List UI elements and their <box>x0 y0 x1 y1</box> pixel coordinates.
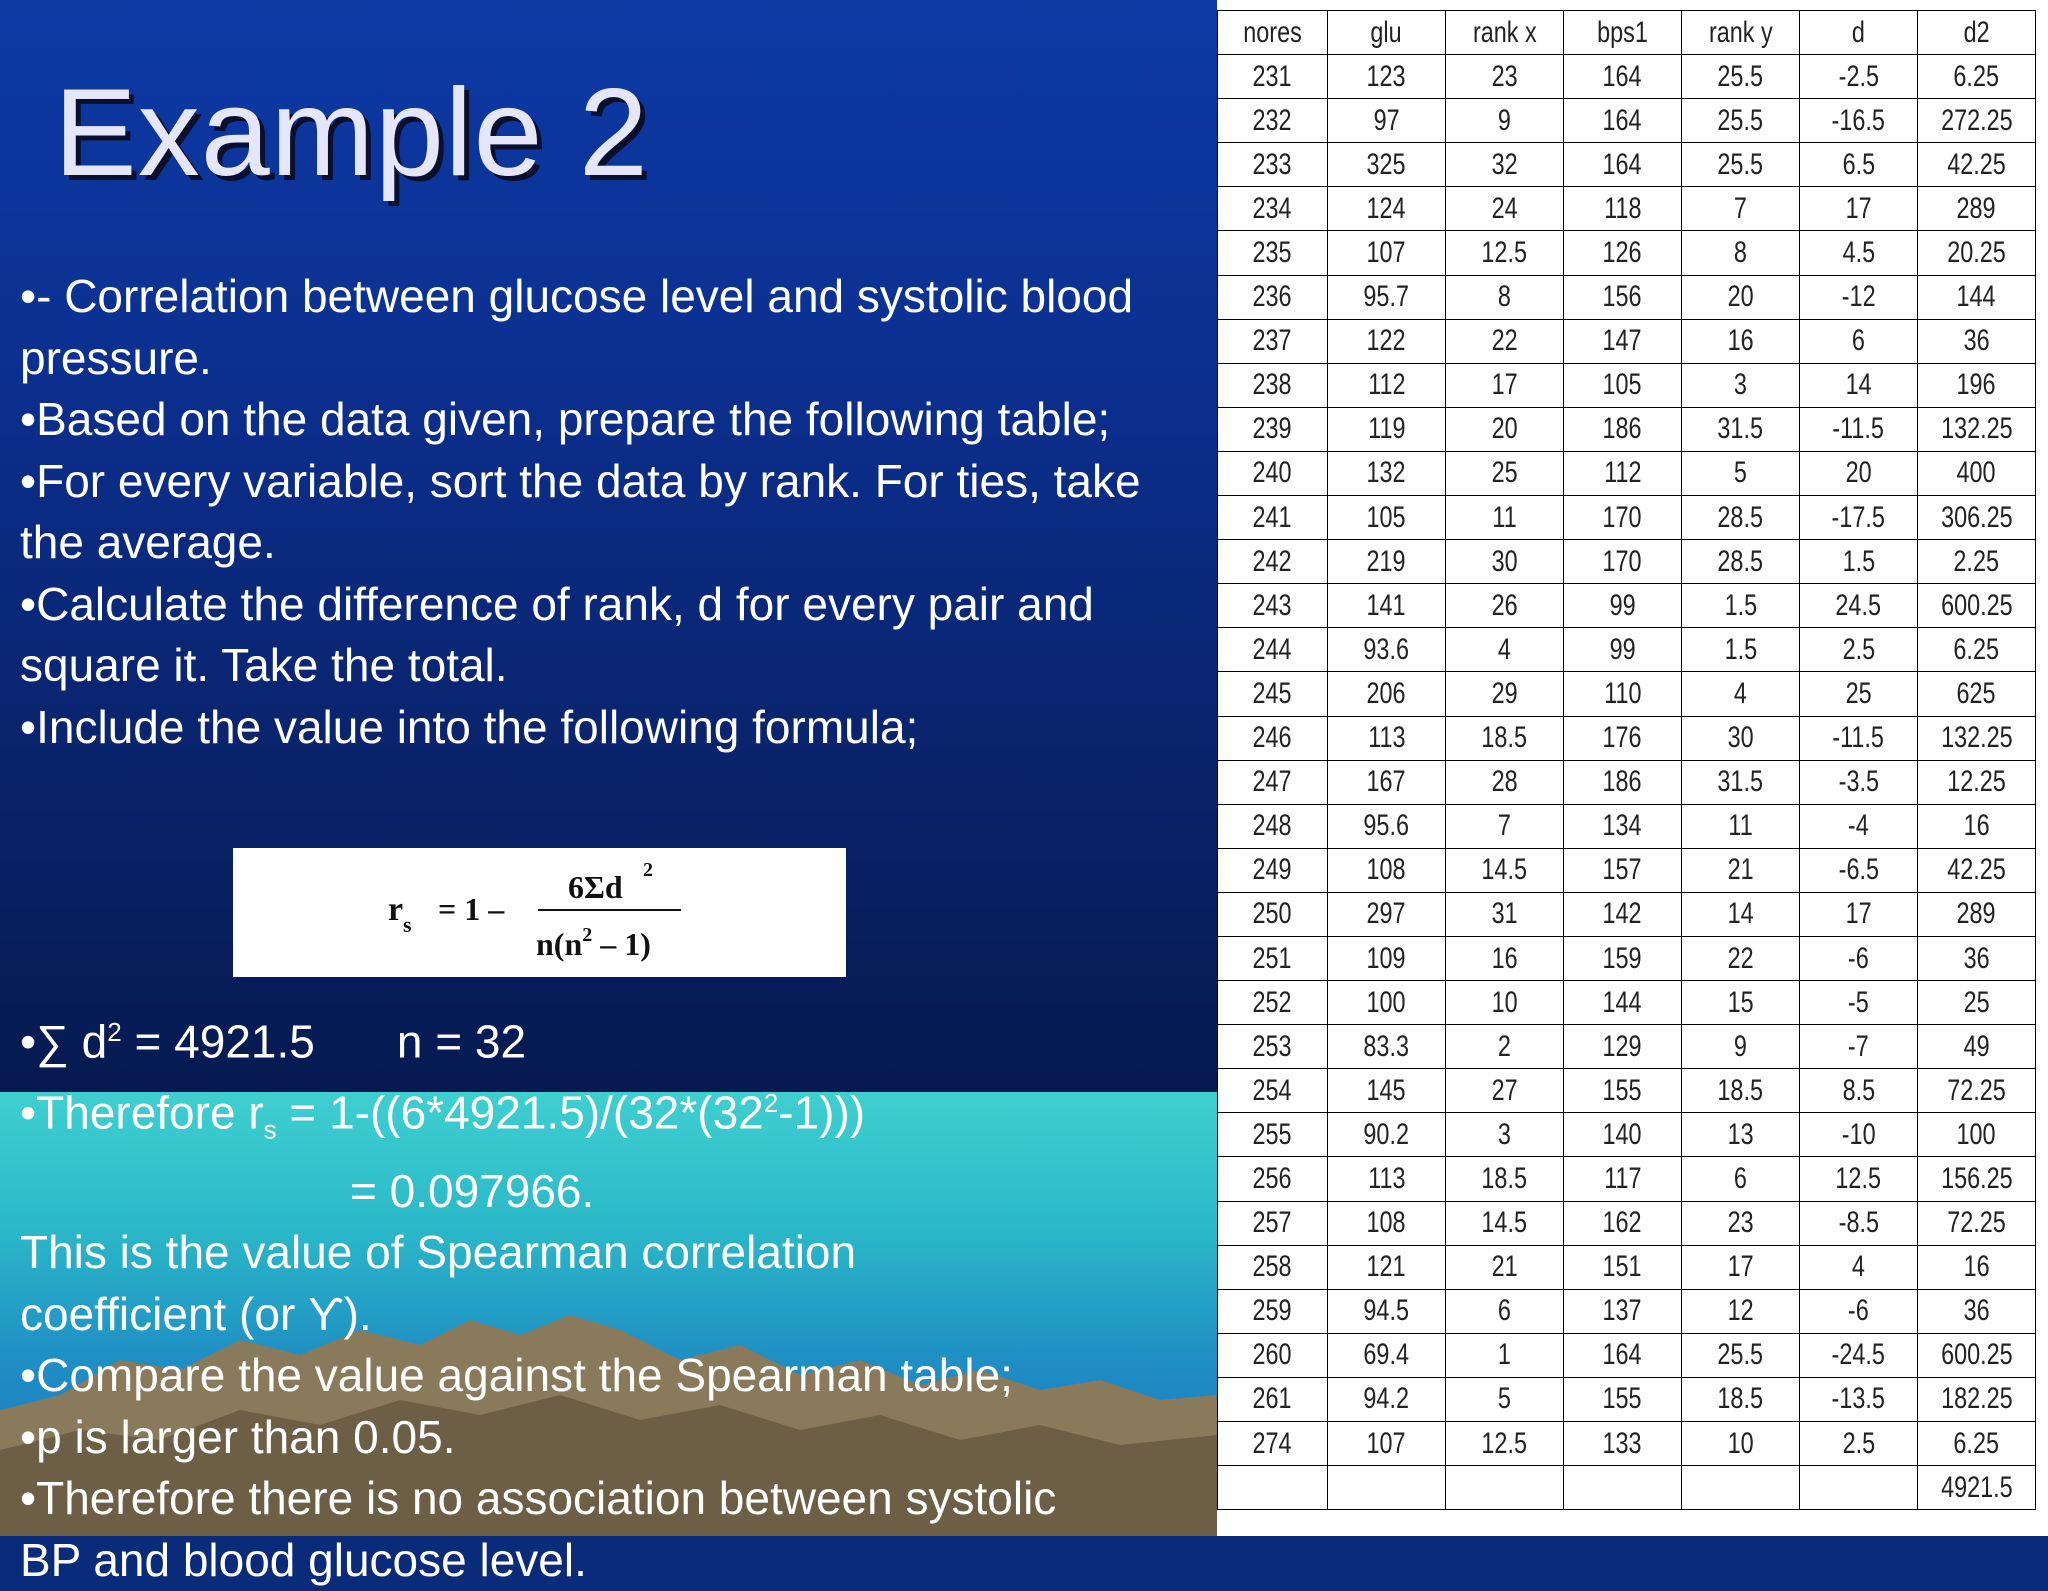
table-cell: 20 <box>1800 451 1918 495</box>
table-cell: 94.5 <box>1328 1289 1446 1333</box>
table-cell: 23 <box>1682 1201 1800 1245</box>
bullet-item: •- Correlation between glucose level and systolic blood pressure. <box>20 270 1134 384</box>
table-row <box>1218 187 2036 231</box>
table-cell: 9 <box>1446 99 1564 143</box>
table-cell: 30 <box>1682 716 1800 760</box>
table-cell: 164 <box>1564 55 1682 99</box>
column-header: d2 <box>1918 11 2036 55</box>
table-cell: 245 <box>1218 672 1328 716</box>
table-cell: 12 <box>1682 1289 1800 1333</box>
table-cell: 145 <box>1328 1069 1446 1113</box>
table-cell: 248 <box>1218 804 1328 848</box>
table-cell: -4 <box>1800 804 1918 848</box>
table-row <box>1218 231 2036 275</box>
table-cell: 247 <box>1218 760 1328 804</box>
table-cell: 4 <box>1800 1245 1918 1289</box>
table-cell: 297 <box>1328 892 1446 936</box>
table-cell: 162 <box>1564 1201 1682 1245</box>
table-cell: 132.25 <box>1918 716 2036 760</box>
table-cell: 134 <box>1564 804 1682 848</box>
table-cell: -7 <box>1800 1025 1918 1069</box>
table-cell: 109 <box>1328 936 1446 980</box>
table-cell: 151 <box>1564 1245 1682 1289</box>
table-cell: 16 <box>1446 936 1564 980</box>
table-cell: 7 <box>1682 187 1800 231</box>
table-cell: 243 <box>1218 584 1328 628</box>
instruction-bullets <box>20 266 1180 758</box>
table-row <box>1218 936 2036 980</box>
table-cell: -8.5 <box>1800 1201 1918 1245</box>
table-cell: 159 <box>1564 936 1682 980</box>
table-cell: 6.25 <box>1918 1422 2036 1466</box>
table-cell: 13 <box>1682 1113 1800 1157</box>
table-cell: 117 <box>1564 1157 1682 1201</box>
table-cell: 42.25 <box>1918 848 2036 892</box>
table-cell: 219 <box>1328 540 1446 584</box>
table-cell: 110 <box>1564 672 1682 716</box>
table-row <box>1218 55 2036 99</box>
column-header: rank x <box>1446 11 1564 55</box>
column-header: glu <box>1328 11 1446 55</box>
table-cell: 24.5 <box>1800 584 1918 628</box>
table-cell: -3.5 <box>1800 760 1918 804</box>
table-row <box>1218 496 2036 540</box>
table-cell: 6.25 <box>1918 55 2036 99</box>
table-cell: 246 <box>1218 716 1328 760</box>
table-cell: 231 <box>1218 55 1328 99</box>
table-row <box>1218 451 2036 495</box>
table-cell: 196 <box>1918 363 2036 407</box>
formula-eq: = 1 – <box>438 891 505 927</box>
table-cell: 72.25 <box>1918 1069 2036 1113</box>
table-cell: 10 <box>1682 1422 1800 1466</box>
conclusion-line: This is the value of Spearman correlation <box>20 1226 857 1279</box>
table-cell: 25 <box>1446 451 1564 495</box>
table-cell: -16.5 <box>1800 99 1918 143</box>
table-cell: 261 <box>1218 1377 1328 1421</box>
result-line: = 0.097966. <box>350 1164 595 1217</box>
bullet-item: •Include the value into the following formula; <box>20 700 919 753</box>
table-row <box>1218 1025 2036 1069</box>
table-cell: 122 <box>1328 319 1446 363</box>
table-cell: 31.5 <box>1682 760 1800 804</box>
table-row <box>1218 1289 2036 1333</box>
table-cell: 22 <box>1446 319 1564 363</box>
table-cell: 6 <box>1682 1157 1800 1201</box>
table-cell: 69.4 <box>1328 1333 1446 1377</box>
table-cell: 21 <box>1682 848 1800 892</box>
table-cell: 107 <box>1328 231 1446 275</box>
table-cell: 244 <box>1218 628 1328 672</box>
table-cell: 182.25 <box>1918 1377 2036 1421</box>
formula-denominator: $n(n^2 - 1)$ <box>536 924 651 962</box>
table-cell: 8.5 <box>1800 1069 1918 1113</box>
table-cell: -10 <box>1800 1113 1918 1157</box>
rank-table-panel <box>1217 0 2048 1536</box>
table-cell: 28.5 <box>1682 496 1800 540</box>
table-cell: 25.5 <box>1682 99 1800 143</box>
table-cell: 36 <box>1918 319 2036 363</box>
table-cell: 238 <box>1218 363 1328 407</box>
table-cell: 36 <box>1918 936 2036 980</box>
table-cell: 20.25 <box>1918 231 2036 275</box>
table-cell: -17.5 <box>1800 496 1918 540</box>
column-header: bps1 <box>1564 11 1682 55</box>
table-cell: 7 <box>1446 804 1564 848</box>
table-cell: 4921.5 <box>1918 1466 2036 1510</box>
formula-lhs-sub: s <box>403 912 412 937</box>
table-cell: 22 <box>1682 936 1800 980</box>
table-cell: -11.5 <box>1800 407 1918 451</box>
table-cell: 121 <box>1328 1245 1446 1289</box>
table-cell: 400 <box>1918 451 2036 495</box>
table-cell: 100 <box>1918 1113 2036 1157</box>
column-header: d <box>1800 11 1918 55</box>
table-cell: 241 <box>1218 496 1328 540</box>
table-cell: 3 <box>1682 363 1800 407</box>
table-cell: 97 <box>1328 99 1446 143</box>
table-cell: 108 <box>1328 1201 1446 1245</box>
table-cell: 164 <box>1564 143 1682 187</box>
table-cell: -5 <box>1800 981 1918 1025</box>
table-row <box>1218 628 2036 672</box>
table-cell: 132.25 <box>1918 407 2036 451</box>
table-cell: 18.5 <box>1682 1069 1800 1113</box>
table-cell: 8 <box>1446 275 1564 319</box>
table-cell: 26 <box>1446 584 1564 628</box>
table-cell: 118 <box>1564 187 1682 231</box>
table-cell: 28 <box>1446 760 1564 804</box>
table-cell: 274 <box>1218 1422 1328 1466</box>
table-cell: 25 <box>1918 981 2036 1025</box>
table-cell: 144 <box>1564 981 1682 1025</box>
table-cell: 2.5 <box>1800 628 1918 672</box>
table-cell: 1 <box>1446 1333 1564 1377</box>
table-cell: 176 <box>1564 716 1682 760</box>
table-cell: 237 <box>1218 319 1328 363</box>
table-cell: 6.5 <box>1800 143 1918 187</box>
table-cell: 112 <box>1564 451 1682 495</box>
table-row <box>1218 1333 2036 1377</box>
table-row <box>1218 1422 2036 1466</box>
table-cell: 6 <box>1446 1289 1564 1333</box>
table-cell <box>1328 1466 1446 1510</box>
table-cell: 18.5 <box>1446 716 1564 760</box>
table-cell: 113 <box>1328 716 1446 760</box>
table-cell: 235 <box>1218 231 1328 275</box>
table-cell: 12.25 <box>1918 760 2036 804</box>
table-cell: 30 <box>1446 540 1564 584</box>
table-row <box>1218 1157 2036 1201</box>
table-cell: 289 <box>1918 187 2036 231</box>
table-cell: 99 <box>1564 584 1682 628</box>
table-cell: 93.6 <box>1328 628 1446 672</box>
table-cell: 137 <box>1564 1289 1682 1333</box>
table-row <box>1218 1069 2036 1113</box>
table-row <box>1218 540 2036 584</box>
table-cell: 164 <box>1564 1333 1682 1377</box>
table-cell: 155 <box>1564 1377 1682 1421</box>
table-cell: 90.2 <box>1328 1113 1446 1157</box>
table-cell: 21 <box>1446 1245 1564 1289</box>
table-cell: 16 <box>1918 1245 2036 1289</box>
slide-title: Example 2 <box>54 64 649 202</box>
table-row <box>1218 1466 2036 1510</box>
table-cell: 325 <box>1328 143 1446 187</box>
table-cell: 144 <box>1918 275 2036 319</box>
table-cell: 600.25 <box>1918 584 2036 628</box>
table-cell: 5 <box>1446 1377 1564 1421</box>
table-cell: 156 <box>1564 275 1682 319</box>
table-cell <box>1800 1466 1918 1510</box>
table-cell: 155 <box>1564 1069 1682 1113</box>
table-cell: 31 <box>1446 892 1564 936</box>
table-cell: 234 <box>1218 187 1328 231</box>
table-cell: 253 <box>1218 1025 1328 1069</box>
table-cell: 142 <box>1564 892 1682 936</box>
table-cell: 232 <box>1218 99 1328 143</box>
formula-lhs: r <box>388 891 404 928</box>
table-cell: 3 <box>1446 1113 1564 1157</box>
spearman-formula <box>233 848 846 977</box>
table-row <box>1218 319 2036 363</box>
table-cell: 4.5 <box>1800 231 1918 275</box>
table-cell: 99 <box>1564 628 1682 672</box>
table-cell: 236 <box>1218 275 1328 319</box>
bullet-item: •Based on the data given, prepare the following table; <box>20 393 1111 445</box>
table-cell: 95.7 <box>1328 275 1446 319</box>
table-cell: 164 <box>1564 99 1682 143</box>
table-cell <box>1564 1466 1682 1510</box>
table-cell: 167 <box>1328 760 1446 804</box>
table-row <box>1218 1201 2036 1245</box>
table-cell: 233 <box>1218 143 1328 187</box>
table-cell: 254 <box>1218 1069 1328 1113</box>
table-cell: 6 <box>1800 319 1918 363</box>
table-cell: 1.5 <box>1682 628 1800 672</box>
table-cell: 600.25 <box>1918 1333 2036 1377</box>
table-row <box>1218 584 2036 628</box>
table-cell: 252 <box>1218 981 1328 1025</box>
table-cell: 141 <box>1328 584 1446 628</box>
table-cell: 259 <box>1218 1289 1328 1333</box>
table-cell: 112 <box>1328 363 1446 407</box>
table-cell: 25.5 <box>1682 55 1800 99</box>
table-cell: 124 <box>1328 187 1446 231</box>
table-cell: -6 <box>1800 936 1918 980</box>
formula-numerator-sup: 2 <box>643 859 653 881</box>
table-cell: 1.5 <box>1800 540 1918 584</box>
table-cell: 25 <box>1800 672 1918 716</box>
table-cell: 9 <box>1682 1025 1800 1069</box>
table-cell: 83.3 <box>1328 1025 1446 1069</box>
table-cell: 32 <box>1446 143 1564 187</box>
table-cell: 239 <box>1218 407 1328 451</box>
table-cell: 186 <box>1564 760 1682 804</box>
table-cell: 11 <box>1682 804 1800 848</box>
table-cell: 156.25 <box>1918 1157 2036 1201</box>
table-cell: 240 <box>1218 451 1328 495</box>
table-cell: 12.5 <box>1446 231 1564 275</box>
table-cell: 140 <box>1564 1113 1682 1157</box>
conclusion-line: •Therefore there is no association between systolic <box>20 1472 1057 1525</box>
table-cell: 11 <box>1446 496 1564 540</box>
table-cell: 306.25 <box>1918 496 2036 540</box>
table-cell: 186 <box>1564 407 1682 451</box>
table-cell: 105 <box>1328 496 1446 540</box>
table-cell: -13.5 <box>1800 1377 1918 1421</box>
table-cell: 8 <box>1682 231 1800 275</box>
table-cell: 18.5 <box>1682 1377 1800 1421</box>
sum-line: •∑ $d^2 = 4921.5$ n = 32 <box>20 1015 527 1068</box>
table-cell: 2.5 <box>1800 1422 1918 1466</box>
table-cell: 17 <box>1800 892 1918 936</box>
table-cell: 25.5 <box>1682 1333 1800 1377</box>
formula-numerator: 6Σd <box>568 869 623 905</box>
table-cell: 14 <box>1800 363 1918 407</box>
table-row <box>1218 981 2036 1025</box>
table-cell: -6 <box>1800 1289 1918 1333</box>
table-cell: 14.5 <box>1446 1201 1564 1245</box>
table-row <box>1218 275 2036 319</box>
table-cell: 10 <box>1446 981 1564 1025</box>
table-cell: 27 <box>1446 1069 1564 1113</box>
table-cell: 17 <box>1800 187 1918 231</box>
table-cell: 95.6 <box>1328 804 1446 848</box>
table-row <box>1218 407 2036 451</box>
table-cell: 100 <box>1328 981 1446 1025</box>
table-cell: 49 <box>1918 1025 2036 1069</box>
table-cell: 126 <box>1564 231 1682 275</box>
table-row <box>1218 848 2036 892</box>
table-cell: 31.5 <box>1682 407 1800 451</box>
table-cell: 29 <box>1446 672 1564 716</box>
table-cell: 133 <box>1564 1422 1682 1466</box>
table-cell: 625 <box>1918 672 2036 716</box>
rank-table <box>1217 10 2036 1510</box>
table-cell: 16 <box>1918 804 2036 848</box>
table-cell: -11.5 <box>1800 716 1918 760</box>
table-cell: 157 <box>1564 848 1682 892</box>
bullet-item: •For every variable, sort the data by rank. For ties, take the average. <box>20 454 1141 568</box>
table-cell: 25.5 <box>1682 143 1800 187</box>
table-cell: 260 <box>1218 1333 1328 1377</box>
table-cell: 2.25 <box>1918 540 2036 584</box>
table-row <box>1218 363 2036 407</box>
table-cell: 108 <box>1328 848 1446 892</box>
table-cell: 24 <box>1446 187 1564 231</box>
table-cell: 119 <box>1328 407 1446 451</box>
table-cell: 17 <box>1682 1245 1800 1289</box>
table-row <box>1218 760 2036 804</box>
table-row <box>1218 716 2036 760</box>
table-cell: 249 <box>1218 848 1328 892</box>
conclusion-line: •Compare the value against the Spearman table; <box>20 1349 1013 1402</box>
conclusion-line: •p is larger than 0.05. <box>20 1410 456 1463</box>
table-cell: -6.5 <box>1800 848 1918 892</box>
table-cell: 105 <box>1564 363 1682 407</box>
table-cell: 107 <box>1328 1422 1446 1466</box>
table-cell: 36 <box>1918 1289 2036 1333</box>
table-cell: 272.25 <box>1918 99 2036 143</box>
table-cell: 129 <box>1564 1025 1682 1069</box>
table-cell: 258 <box>1218 1245 1328 1289</box>
table-cell: 16 <box>1682 319 1800 363</box>
table-cell: 250 <box>1218 892 1328 936</box>
table-cell: 257 <box>1218 1201 1328 1245</box>
table-cell: 20 <box>1682 275 1800 319</box>
table-cell: 42.25 <box>1918 143 2036 187</box>
table-cell: 132 <box>1328 451 1446 495</box>
table-cell: -24.5 <box>1800 1333 1918 1377</box>
calculation-and-conclusion <box>20 1002 1210 1591</box>
table-cell: -2.5 <box>1800 55 1918 99</box>
table-cell: 170 <box>1564 540 1682 584</box>
table-cell: 123 <box>1328 55 1446 99</box>
table-cell: 251 <box>1218 936 1328 980</box>
table-cell: 170 <box>1564 496 1682 540</box>
table-cell: 1.5 <box>1682 584 1800 628</box>
table-cell <box>1682 1466 1800 1510</box>
table-cell: 242 <box>1218 540 1328 584</box>
table-row <box>1218 804 2036 848</box>
table-cell: 256 <box>1218 1157 1328 1201</box>
bullet-item: •Calculate the difference of rank, d for every pair and square it. Take the total. <box>20 577 1094 691</box>
table-cell: 255 <box>1218 1113 1328 1157</box>
table-cell: -12 <box>1800 275 1918 319</box>
table-cell: 72.25 <box>1918 1201 2036 1245</box>
table-cell: 6.25 <box>1918 628 2036 672</box>
table-cell <box>1218 1466 1328 1510</box>
table-cell: 17 <box>1446 363 1564 407</box>
table-cell: 289 <box>1918 892 2036 936</box>
table-cell: 14.5 <box>1446 848 1564 892</box>
table-row <box>1218 1245 2036 1289</box>
table-cell: 28.5 <box>1682 540 1800 584</box>
table-cell: 113 <box>1328 1157 1446 1201</box>
table-cell: 2 <box>1446 1025 1564 1069</box>
conclusion-line: coefficient (or ϒ). <box>20 1287 372 1340</box>
table-header-row <box>1218 11 2036 55</box>
column-header: rank y <box>1682 11 1800 55</box>
table-cell: 23 <box>1446 55 1564 99</box>
conclusion-line: BP and blood glucose level. <box>20 1533 587 1586</box>
table-row <box>1218 1113 2036 1157</box>
table-cell: 4 <box>1446 628 1564 672</box>
table-row <box>1218 143 2036 187</box>
column-header: nores <box>1218 11 1328 55</box>
table-cell: 12.5 <box>1446 1422 1564 1466</box>
table-row <box>1218 99 2036 143</box>
table-cell: 4 <box>1682 672 1800 716</box>
table-row <box>1218 892 2036 936</box>
table-cell <box>1446 1466 1564 1510</box>
table-cell: 5 <box>1682 451 1800 495</box>
table-cell: 15 <box>1682 981 1800 1025</box>
table-cell: 147 <box>1564 319 1682 363</box>
table-cell: 94.2 <box>1328 1377 1446 1421</box>
table-cell: 12.5 <box>1800 1157 1918 1201</box>
table-row <box>1218 672 2036 716</box>
table-cell: 14 <box>1682 892 1800 936</box>
table-row <box>1218 1377 2036 1421</box>
table-cell: 20 <box>1446 407 1564 451</box>
table-cell: 18.5 <box>1446 1157 1564 1201</box>
therefore-line: •Therefore $r_s = 1-((6*4921.5)/(32*(32^2-1)))$ <box>20 1086 866 1145</box>
table-cell: 206 <box>1328 672 1446 716</box>
